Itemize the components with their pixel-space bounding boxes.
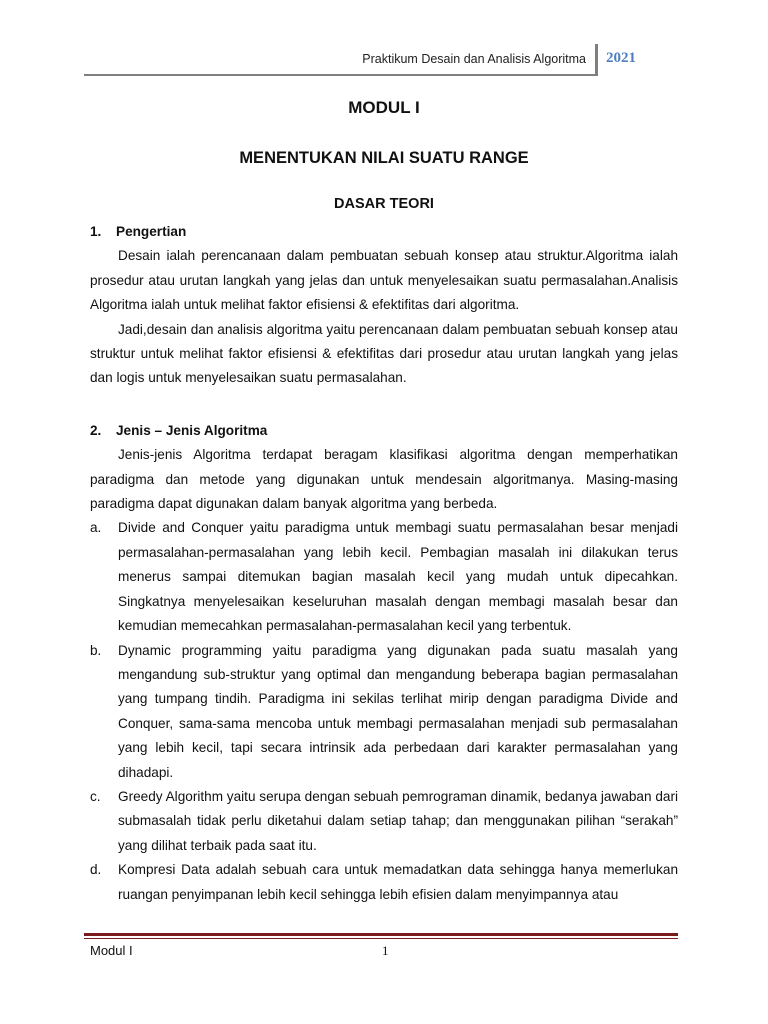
section-1-title bbox=[90, 220, 678, 244]
footer-rule bbox=[84, 933, 678, 936]
list-item bbox=[90, 858, 678, 907]
list-item-text: Dynamic programming yaitu paradigma yang digunakan pada suatu masalah yang mengandung sub-struktur yang optimal dan mengandung beberapa bagian permasalahan yang tumpang tindih. Paradigma ini sekilas terlihat mirip dengan paradigma Divide and Conquer, sama-sama mencoba untuk membagi permasalahan menjadi sub permasalahan yang lebih kecil, tapi secara intrinsik ada perbedaan dari karakter permasalahan yang dihadapi. bbox=[118, 642, 678, 780]
header-title: Praktikum Desain dan Analisis Algoritma bbox=[362, 52, 586, 66]
list-item bbox=[90, 639, 678, 785]
list-item-letter: d. bbox=[90, 862, 102, 878]
list-item-letter: a. bbox=[90, 520, 102, 536]
section-2-number: 2. bbox=[90, 422, 102, 438]
list-item bbox=[90, 516, 678, 638]
header-divider bbox=[595, 44, 598, 76]
page-footer bbox=[84, 933, 678, 973]
module-heading: MODUL I bbox=[348, 98, 420, 117]
section-2-label: Jenis – Jenis Algoritma bbox=[116, 422, 268, 438]
footer-rule-thin bbox=[84, 938, 678, 939]
paragraph: Jenis-jenis Algoritma terdapat beragam klasifikasi algoritma dengan memperhatikan paradigma dan metode yang digunakan untuk mendesain algoritmanya. Masing-masing paradigma dapat digunakan dalam banyak algoritma yang berbeda. bbox=[90, 447, 678, 512]
list-item bbox=[90, 785, 678, 858]
spacer bbox=[90, 391, 678, 415]
list-item-text: Kompresi Data adalah sebuah cara untuk memadatkan data sehingga hanya memerlukan ruangan penyimpanan lebih kecil sehingga lebih efisien dalam menyimpannya atau bbox=[118, 862, 678, 902]
section-1-label: Pengertian bbox=[116, 224, 187, 239]
list-item-letter: c. bbox=[90, 788, 101, 804]
list-item-text: Greedy Algorithm yaitu serupa dengan sebuah pemrograman dinamik, bedanya jawaban dari submasalah tidak perlu diketahui dalam setiap tahap; dan menggunakan pilihan “serakah” yang dilihat terbaik pada saat itu. bbox=[118, 788, 678, 853]
header-year: 2021 bbox=[606, 50, 636, 66]
section-heading: DASAR TEORI bbox=[334, 196, 434, 212]
list-item-letter: b. bbox=[90, 642, 102, 658]
document-title: MENENTUKAN NILAI SUATU RANGE bbox=[239, 149, 529, 167]
document-body bbox=[90, 94, 678, 907]
footer-label: Modul I bbox=[90, 943, 133, 958]
paragraph: Jadi,desain dan analisis algoritma yaitu perencanaan dalam pembuatan sebuah konsep atau struktur untuk melihat faktor efisiensi & efektifitas dari prosedur atau urutan langkah yang jelas dan logis untuk menyelesaikan suatu permasalahan. bbox=[90, 321, 678, 386]
section-2-title bbox=[90, 419, 678, 443]
page-header bbox=[84, 44, 678, 76]
paragraph: Desain ialah perencanaan dalam pembuatan sebuah konsep atau struktur.Algoritma ialah prosedur atau urutan langkah yang jelas dan untuk menyelesaikan suatu permasalahan.Analisis Algoritma ialah untuk melihat faktor efisiensi & efektifitas dari algoritma. bbox=[90, 248, 678, 313]
page-number: 1 bbox=[382, 943, 389, 958]
section-1-number: 1. bbox=[90, 224, 102, 239]
header-rule bbox=[84, 74, 598, 76]
list-item-text: Divide and Conquer yaitu paradigma untuk membagi suatu permasalahan besar menjadi permasalahan-permasalahan yang lebih kecil. Pembagian masalah ini dilakukan terus menerus sampai ditemukan bagian masalah kecil yang mudah untuk dipecahkan. Singkatnya menyelesaikan keseluruhan masalah dengan membagi masalah besar dan kemudian memecahkan permasalahan-permasalahan kecil yang terbentuk. bbox=[118, 520, 678, 634]
